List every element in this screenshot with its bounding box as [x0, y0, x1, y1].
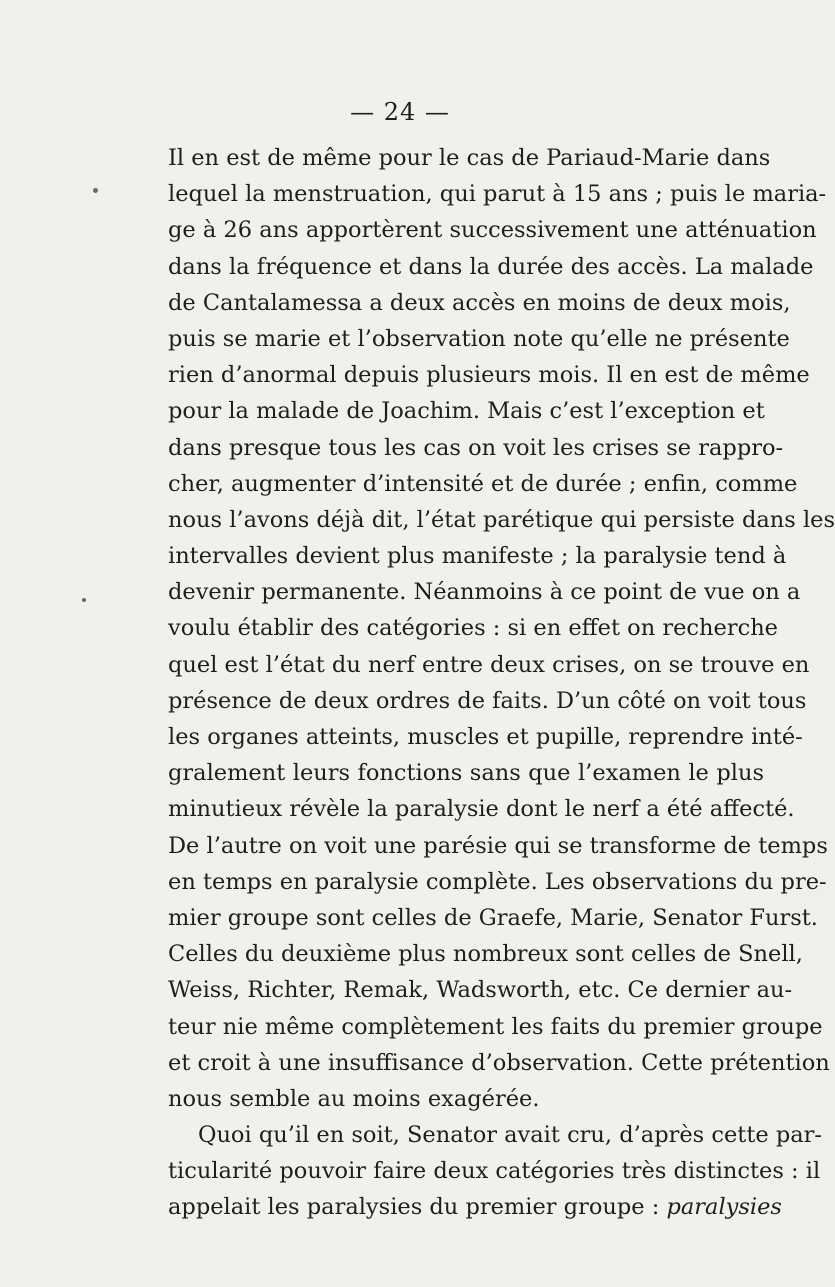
- text-line: cher, augmenter d’intensité et de durée ; enfin, comme: [168, 470, 798, 497]
- paper-speck: [82, 598, 86, 602]
- text-line: Weiss, Richter, Remak, Wadsworth, etc. Ce dernier au-: [168, 977, 793, 1004]
- body-text: [168, 140, 835, 1226]
- text-line: quel est l’état du nerf entre deux crises, on se trouve en: [168, 651, 810, 678]
- text-line: Quoi qu’il en soit, Senator avait cru, d’après cette par-: [198, 1122, 823, 1149]
- text-line: gralement leurs fonctions sans que l’examen le plus: [168, 760, 764, 787]
- text-line: ticularité pouvoir faire deux catégories très distinctes : il: [168, 1158, 821, 1185]
- text-line: mier groupe sont celles de Graefe, Marie, Senator Furst.: [168, 904, 818, 931]
- text-line: Celles du deuxième plus nombreux sont celles de Snell,: [168, 941, 803, 968]
- text-line: nous l’avons déjà dit, l’état parétique qui persiste dans les: [168, 506, 835, 533]
- text-line: et croit à une insuffisance d’observation. Cette prétention: [168, 1049, 830, 1076]
- text-line: minutieux révèle la paralysie dont le nerf a été affecté.: [168, 796, 795, 823]
- text-line: de Cantalamessa a deux accès en moins de deux mois,: [168, 289, 791, 316]
- text-line: voulu établir des catégories : si en effet on recherche: [168, 615, 778, 642]
- text-line: nous semble au moins exagérée.: [168, 1085, 540, 1112]
- page-number: — 24 —: [350, 98, 450, 126]
- paper-speck: [93, 188, 98, 193]
- text-line: teur nie même complètement les faits du premier groupe: [168, 1013, 823, 1040]
- text-line: lequel la menstruation, qui parut à 15 ans ; puis le maria-: [168, 181, 827, 208]
- text-line: rien d’anormal depuis plusieurs mois. Il en est de même: [168, 362, 810, 389]
- text-line: ge à 26 ans apportèrent successivement une atténuation: [168, 217, 817, 244]
- text-line: puis se marie et l’observation note qu’elle ne présente: [168, 325, 790, 352]
- text-line: présence de deux ordres de faits. D’un côté on voit tous: [168, 687, 807, 714]
- text-line: dans la fréquence et dans la durée des accès. La malade: [168, 253, 814, 280]
- text-line-final: [168, 1189, 782, 1225]
- text-line-final-roman: appelait les paralysies du premier groupe :: [168, 1194, 660, 1221]
- text-line: pour la malade de Joachim. Mais c’est l’exception et: [168, 398, 765, 425]
- text-line: Il en est de même pour le cas de Pariaud-Marie dans: [168, 145, 771, 171]
- text-line: De l’autre on voit une parésie qui se transforme de temps: [168, 832, 828, 859]
- italic-word: paralysies: [666, 1194, 782, 1221]
- text-line: les organes atteints, muscles et pupille, reprendre inté-: [168, 724, 803, 750]
- text-line: en temps en paralysie complète. Les observations du pre-: [168, 868, 827, 895]
- text-line: intervalles devient plus manifeste ; la paralysie tend à: [168, 543, 787, 570]
- text-line: devenir permanente. Néanmoins à ce point de vue on a: [168, 579, 801, 606]
- text-line: dans presque tous les cas on voit les crises se rappro-: [168, 434, 784, 461]
